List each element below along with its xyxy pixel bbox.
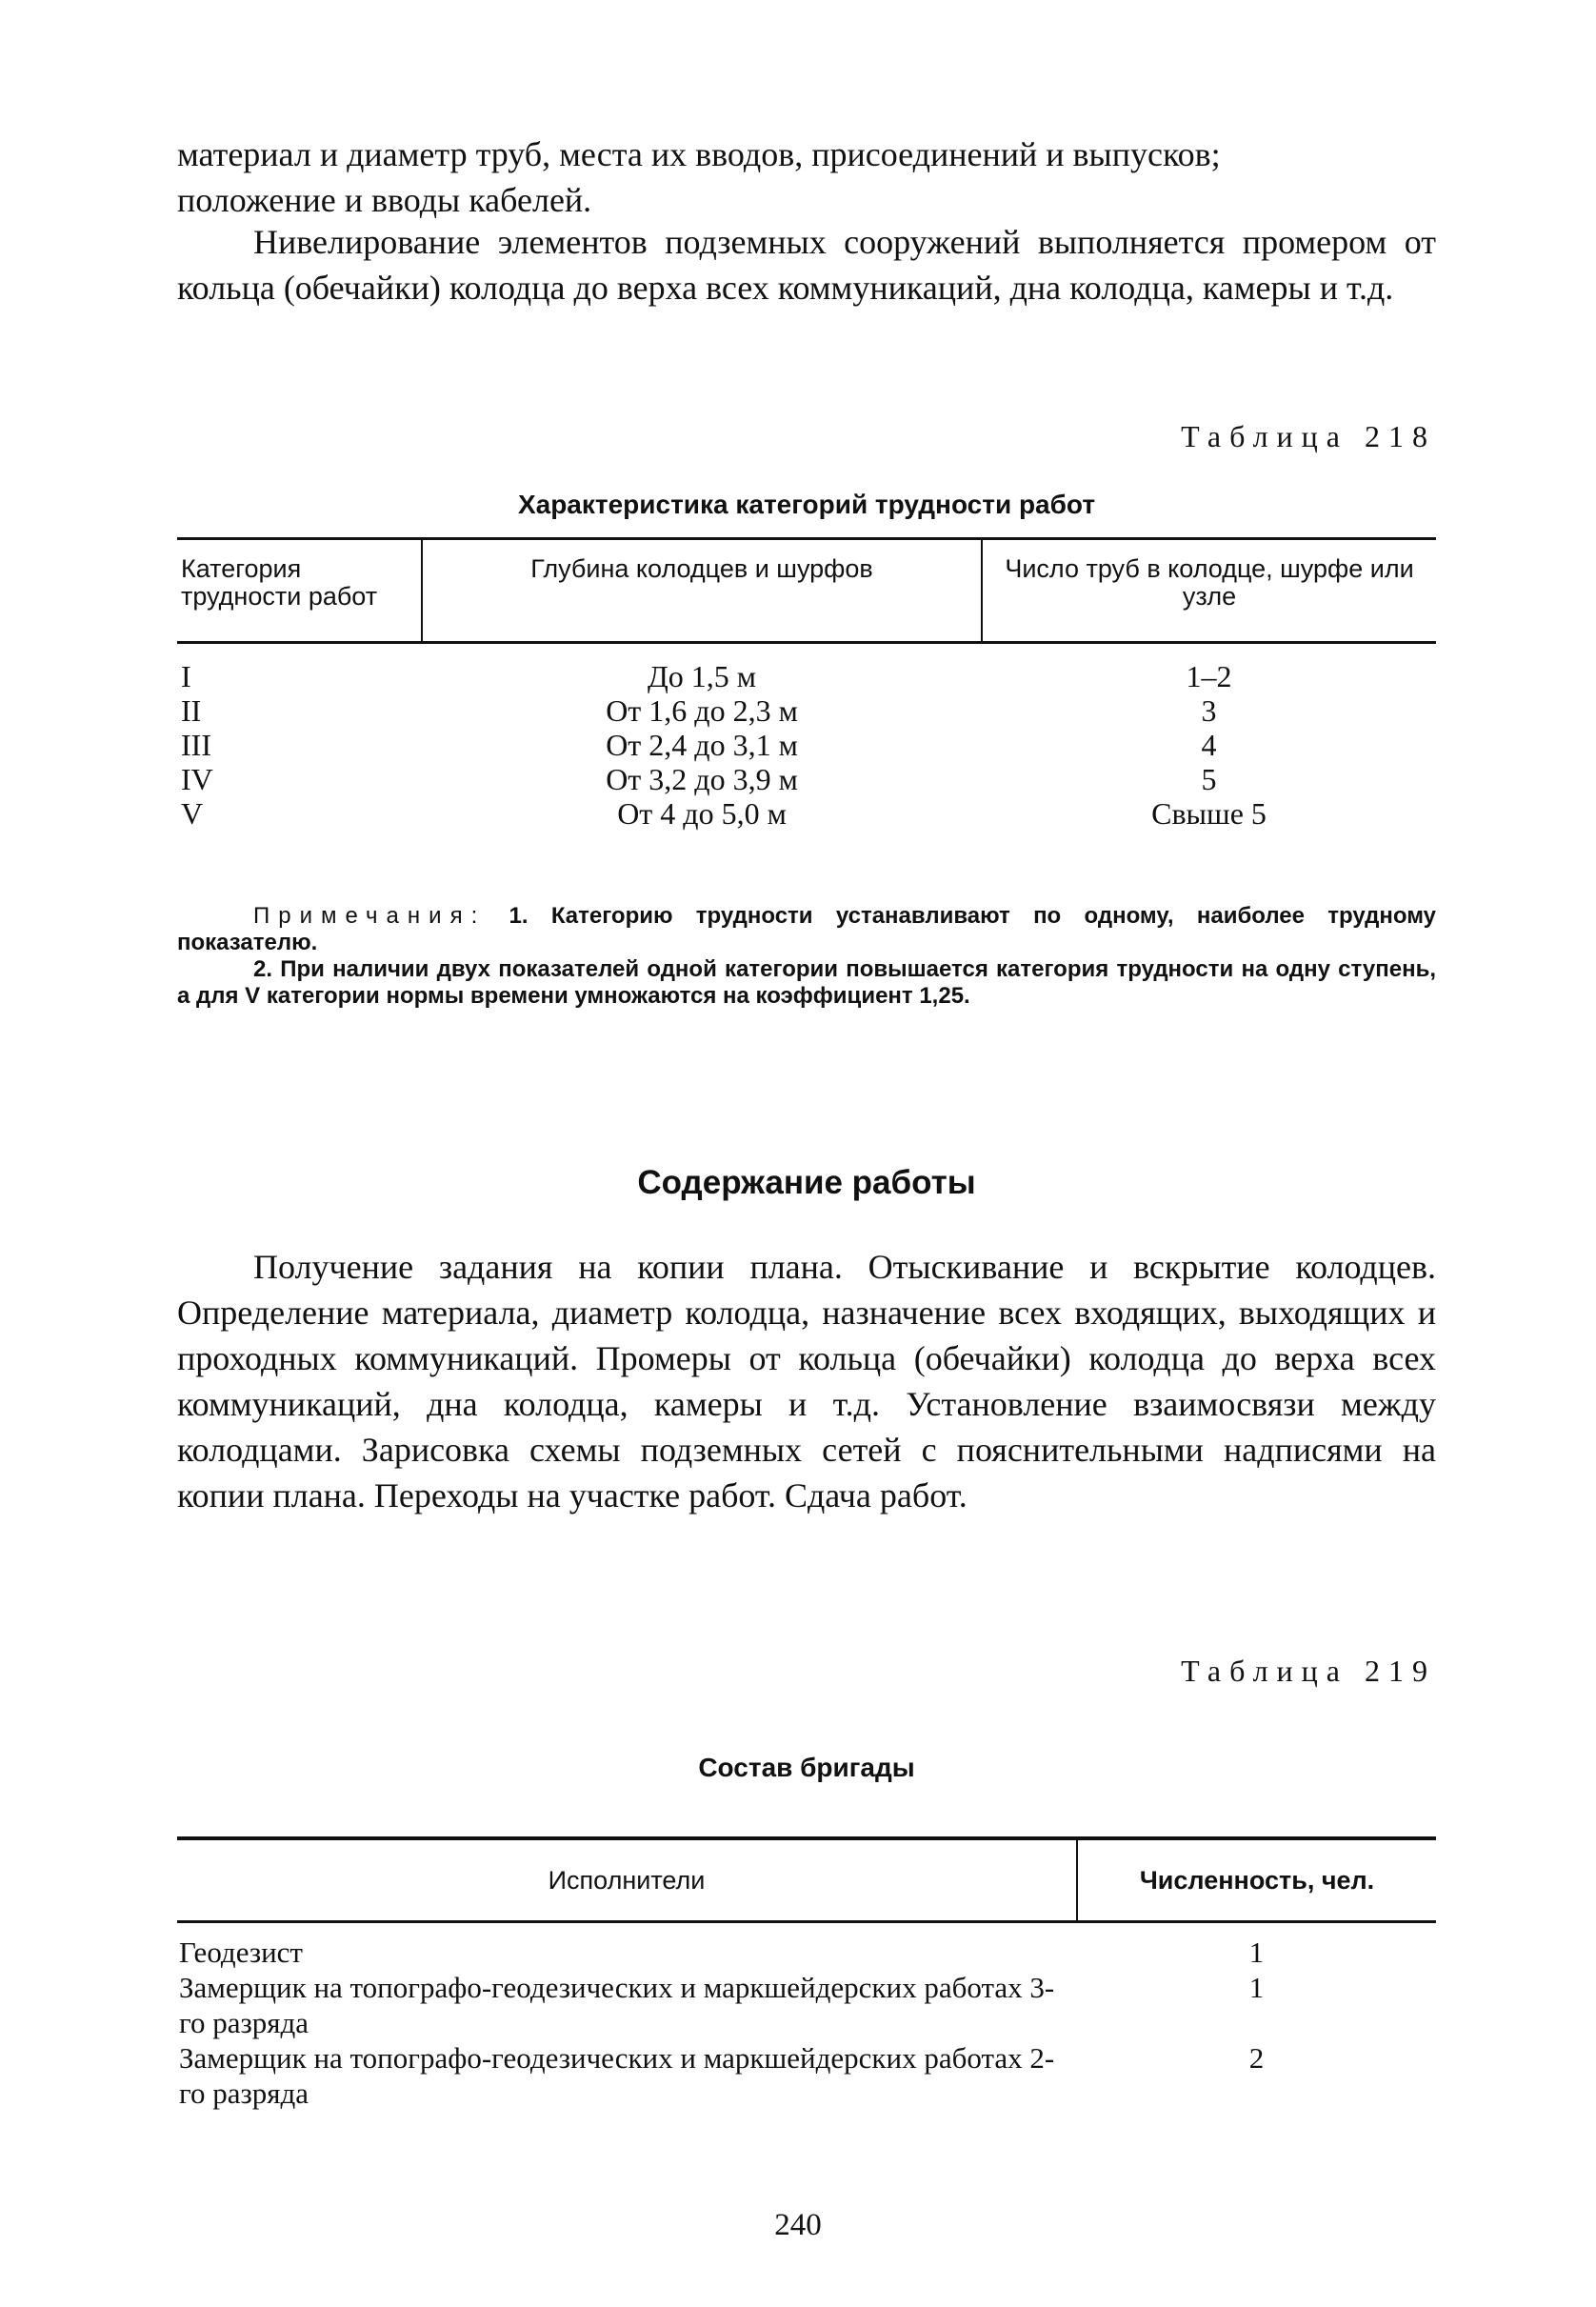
table-row — [177, 693, 1436, 728]
cell-depth: От 3,2 до 3,9 м — [606, 762, 798, 796]
cell-depth: От 1,6 до 2,3 м — [606, 693, 798, 728]
work-section-block — [177, 1244, 1436, 1518]
table-row — [177, 728, 1436, 762]
leveling-paragraph: Нивелирование элементов подземных сооружений выполняется промером от кольца (обечайки) колодца до верха всех коммуникаций, дна колодца, камеры и т.д. — [177, 223, 1436, 307]
cell-count: 1 — [1248, 1971, 1265, 2004]
cell-count: 2 — [1248, 2041, 1265, 2075]
note-1 — [177, 903, 1436, 956]
cell-pipes: Свыше 5 — [1151, 796, 1267, 831]
work-section-text: Получение задания на копии плана. Отыскивание и вскрытие колодцев. Определение материала, диаметр колодца, назначение всех входящих, выходящих и проходных коммуникаций. Промеры от кольца (обечайки) колодца до верха всех коммуникаций, дна колодца, камеры и т.д. Установление взаимосвязи между колодцами. Зарисовка схемы подземных сетей с пояснительными надписями на копии плана. Переходы на участке работ. Сдача работ. — [177, 1248, 1436, 1515]
cell-pipes: 3 — [1201, 693, 1217, 728]
intro-line-2: положение и вводы кабелей. — [177, 181, 592, 219]
cell-role: Геодезист — [179, 1936, 303, 1969]
cell-depth: От 4 до 5,0 м — [617, 796, 787, 831]
cell-category: III — [181, 728, 211, 762]
table-row — [177, 762, 1436, 796]
table-row — [177, 1970, 1436, 2040]
table-row — [177, 2040, 1436, 2111]
page-number: 240 — [774, 2208, 822, 2242]
header-category: Категория трудности работ — [177, 539, 422, 643]
table-218-label: Таблица 218 — [1181, 419, 1436, 453]
cell-category: I — [181, 659, 191, 693]
cell-count: 1 — [1248, 1936, 1265, 1969]
note-1-text: 1. Категорию трудности устанавливают по одному, наиболее трудному показателю. — [177, 903, 1436, 955]
notes-label: Примечания: — [253, 903, 487, 929]
cell-depth: До 1,5 м — [647, 659, 757, 693]
cell-pipes: 4 — [1201, 728, 1217, 762]
header-performers: Исполнители — [177, 1838, 1077, 1922]
table-row — [177, 796, 1436, 831]
cell-depth: От 2,4 до 3,1 м — [606, 728, 798, 762]
note-2: 2. При наличии двух показателей одной категории повышается категория трудности на одну ступень, а для V категории нормы времени умножаются на коэффициент 1,25. — [177, 956, 1436, 1009]
cell-role: Замерщик на топографо-геодезических и маркшейдерских работах 2-го разряда — [179, 2041, 1055, 2110]
cell-category: IV — [181, 762, 213, 796]
intro-line-1: материал и диаметр труб, места их вводов, присоединений и выпусков; — [177, 135, 1221, 173]
cell-category: V — [181, 796, 204, 831]
table-row — [177, 1922, 1436, 1971]
table-row — [177, 643, 1436, 694]
header-headcount: Численность, чел. — [1077, 1838, 1436, 1922]
work-section-title: Содержание работы — [637, 1164, 976, 1201]
header-depth: Глубина колодцев и шурфов — [422, 539, 982, 643]
cell-pipes: 5 — [1201, 762, 1217, 796]
cell-category: II — [181, 693, 202, 728]
table-219-title: Состав бригады — [698, 1753, 915, 1782]
table-218 — [177, 537, 1436, 831]
table-219 — [177, 1836, 1436, 2111]
intro-paragraph — [177, 131, 1436, 223]
leveling-paragraph-block — [177, 219, 1436, 311]
table-219-label: Таблица 219 — [1181, 1654, 1436, 1688]
cell-role: Замерщик на топографо-геодезических и маркшейдерских работах 3-го разряда — [179, 1971, 1055, 2039]
cell-pipes: 1–2 — [1186, 659, 1232, 693]
table-218-notes — [177, 903, 1436, 1010]
table-218-title: Характеристика категорий трудности работ — [517, 490, 1096, 519]
header-pipes: Число труб в колодце, шурфе или узле — [982, 539, 1436, 643]
